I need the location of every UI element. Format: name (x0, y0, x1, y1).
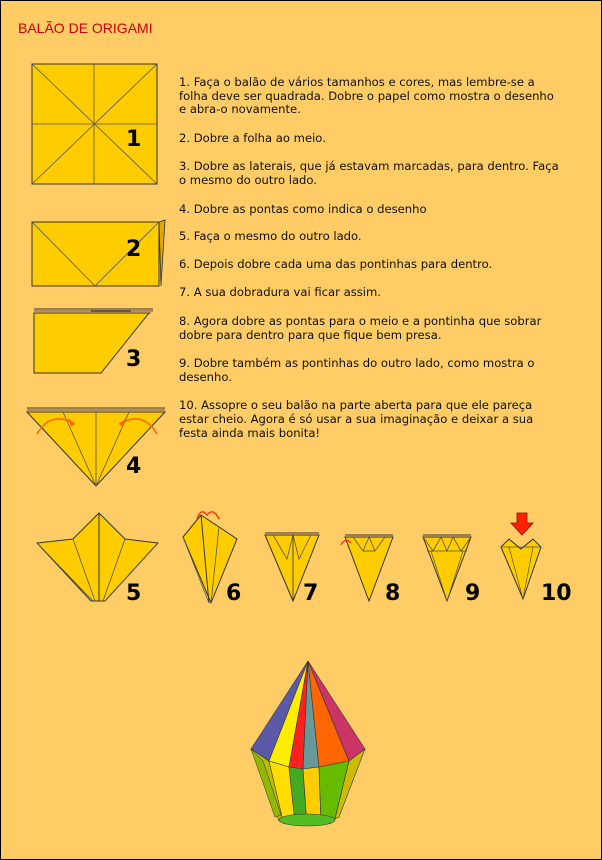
finished-balloon-illustration (245, 657, 371, 831)
figure-number-3: 3 (126, 347, 142, 372)
figure-1-square-folds (31, 63, 161, 188)
figure-number-5: 5 (126, 581, 142, 606)
figure-2-half-fold (31, 219, 171, 289)
figure-number-7: 7 (303, 581, 319, 606)
step-6: 6. Depois dobre cada uma das pontinhas para dentro. (179, 256, 493, 271)
step-4: 4. Dobre as pontas como indica o desenho (179, 201, 427, 216)
figure-number-9: 9 (465, 581, 481, 606)
figure-number-10: 10 (541, 581, 572, 606)
step-2: 2. Dobre a folha ao meio. (179, 130, 326, 145)
figure-number-4: 4 (126, 454, 142, 479)
step-9: 9. Dobre também as pontinhas do outro lado, como mostra o desenho. (179, 356, 535, 384)
figure-3-lateral-fold (31, 307, 161, 377)
step-5: 5. Faça o mesmo do outro lado. (179, 229, 362, 244)
page-title: BALÃO DE ORIGAMI (18, 20, 153, 36)
instructions (179, 76, 561, 455)
figure-number-6: 6 (226, 581, 242, 606)
step-8: 8. Agora dobre as pontas para o meio e a pontinha que sobrar dobre para dentro para que fique bem presa. (179, 313, 542, 342)
step-3: 3. Dobre as laterais, que já estavam marcadas, para dentro. Faça o mesmo do outro lado. (179, 159, 559, 187)
step-7: 7. A sua dobradura vai ficar assim. (179, 285, 381, 300)
figure-number-8: 8 (385, 581, 401, 606)
figure-4-triangle-arrows (23, 404, 173, 489)
figure-number-2: 2 (126, 237, 142, 262)
figure-number-1: 1 (126, 127, 142, 152)
step-10: 10. Assopre o seu balão na parte aberta para que ele pareça estar cheio. Agora é só usar a sua imaginação e deixar a sua festa ainda mais bonita! (179, 398, 534, 440)
step-1: 1. Faça o balão de vários tamanhos e cores, mas lembre-se a folha deve ser quadrada. Dobre o papel como mostra o desenho e abra-o novamente. (179, 75, 554, 117)
figure-10-finished-fold (497, 511, 547, 603)
